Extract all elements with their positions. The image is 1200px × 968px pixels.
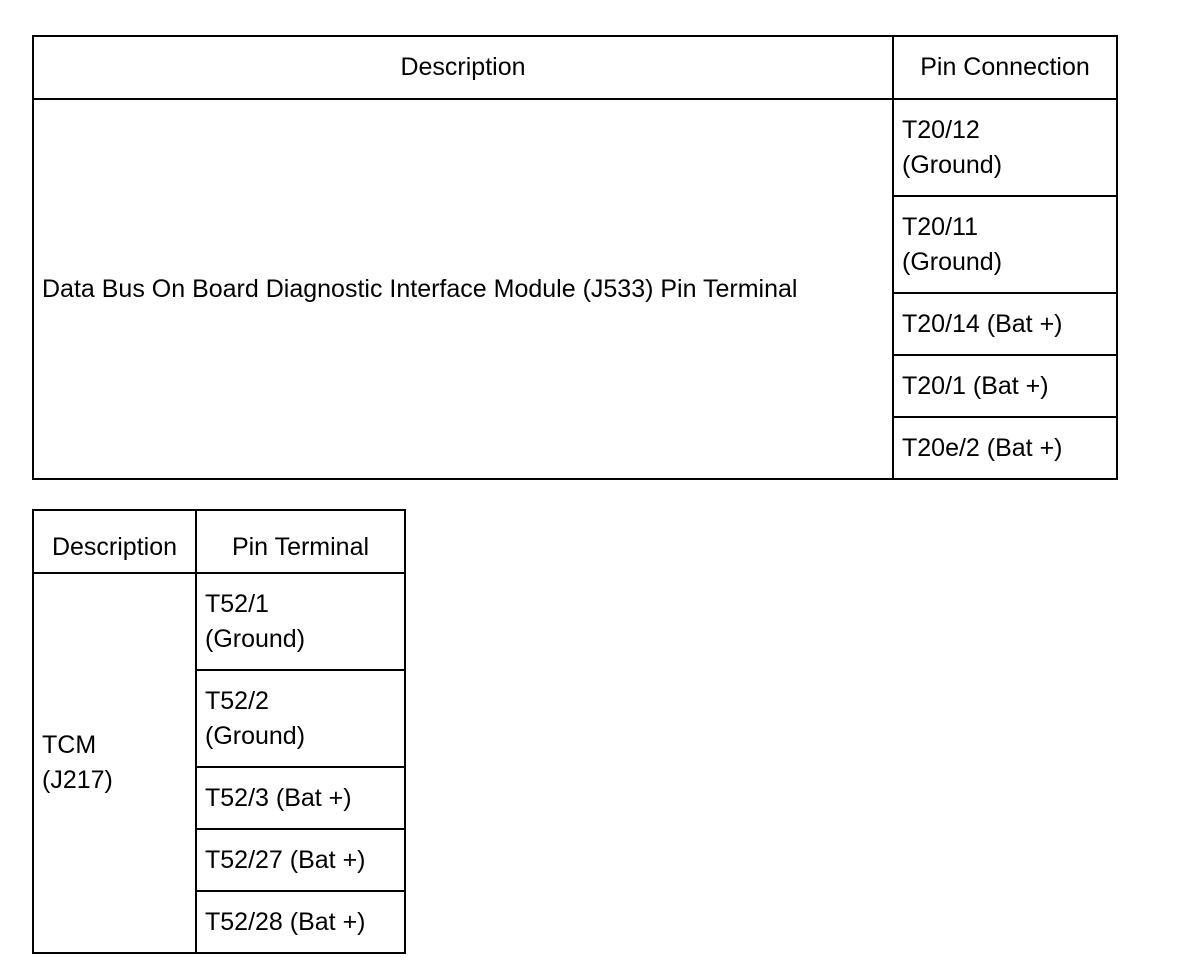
pin-value: T20/14 (Bat +) <box>902 309 1063 338</box>
module-description: Data Bus On Board Diagnostic Interface Module (J533) Pin Terminal <box>42 274 798 303</box>
pin-value: T52/2 (Ground) <box>205 686 306 750</box>
pin-value: T52/27 (Bat +) <box>205 845 366 874</box>
pin-cell <box>196 891 405 953</box>
module-description: TCM (J217) <box>42 731 113 794</box>
table-header-row <box>33 36 1117 99</box>
pin-value: T52/28 (Bat +) <box>205 907 366 936</box>
pin-value: T20/12 (Ground) <box>902 115 1003 179</box>
pin-connection-header: Pin Connection <box>893 36 1117 99</box>
tcm-pin-table <box>32 509 406 954</box>
module-description-cell <box>33 573 196 953</box>
description-header: Description <box>33 510 196 573</box>
pin-cell <box>893 355 1117 417</box>
module-description-cell <box>33 99 893 479</box>
pin-cell <box>893 417 1117 479</box>
pin-value: T20/1 (Bat +) <box>902 371 1049 400</box>
pin-cell <box>893 196 1117 293</box>
pin-value: T52/1 (Ground) <box>205 589 306 653</box>
pin-value: T52/3 (Bat +) <box>205 783 352 812</box>
pin-terminal-header: Pin Terminal <box>196 510 405 573</box>
j533-pin-table <box>32 35 1118 480</box>
pin-value: T20/11 (Ground) <box>902 212 1003 276</box>
pin-cell <box>196 573 405 670</box>
pin-cell <box>196 670 405 767</box>
pin-cell <box>196 767 405 829</box>
table-row <box>33 99 1117 196</box>
pin-cell <box>196 829 405 891</box>
pin-cell <box>893 293 1117 355</box>
pin-value: T20e/2 (Bat +) <box>902 433 1063 462</box>
table-header-row <box>33 510 405 573</box>
pin-cell <box>893 99 1117 196</box>
table-row <box>33 573 405 670</box>
description-header: Description <box>33 36 893 99</box>
